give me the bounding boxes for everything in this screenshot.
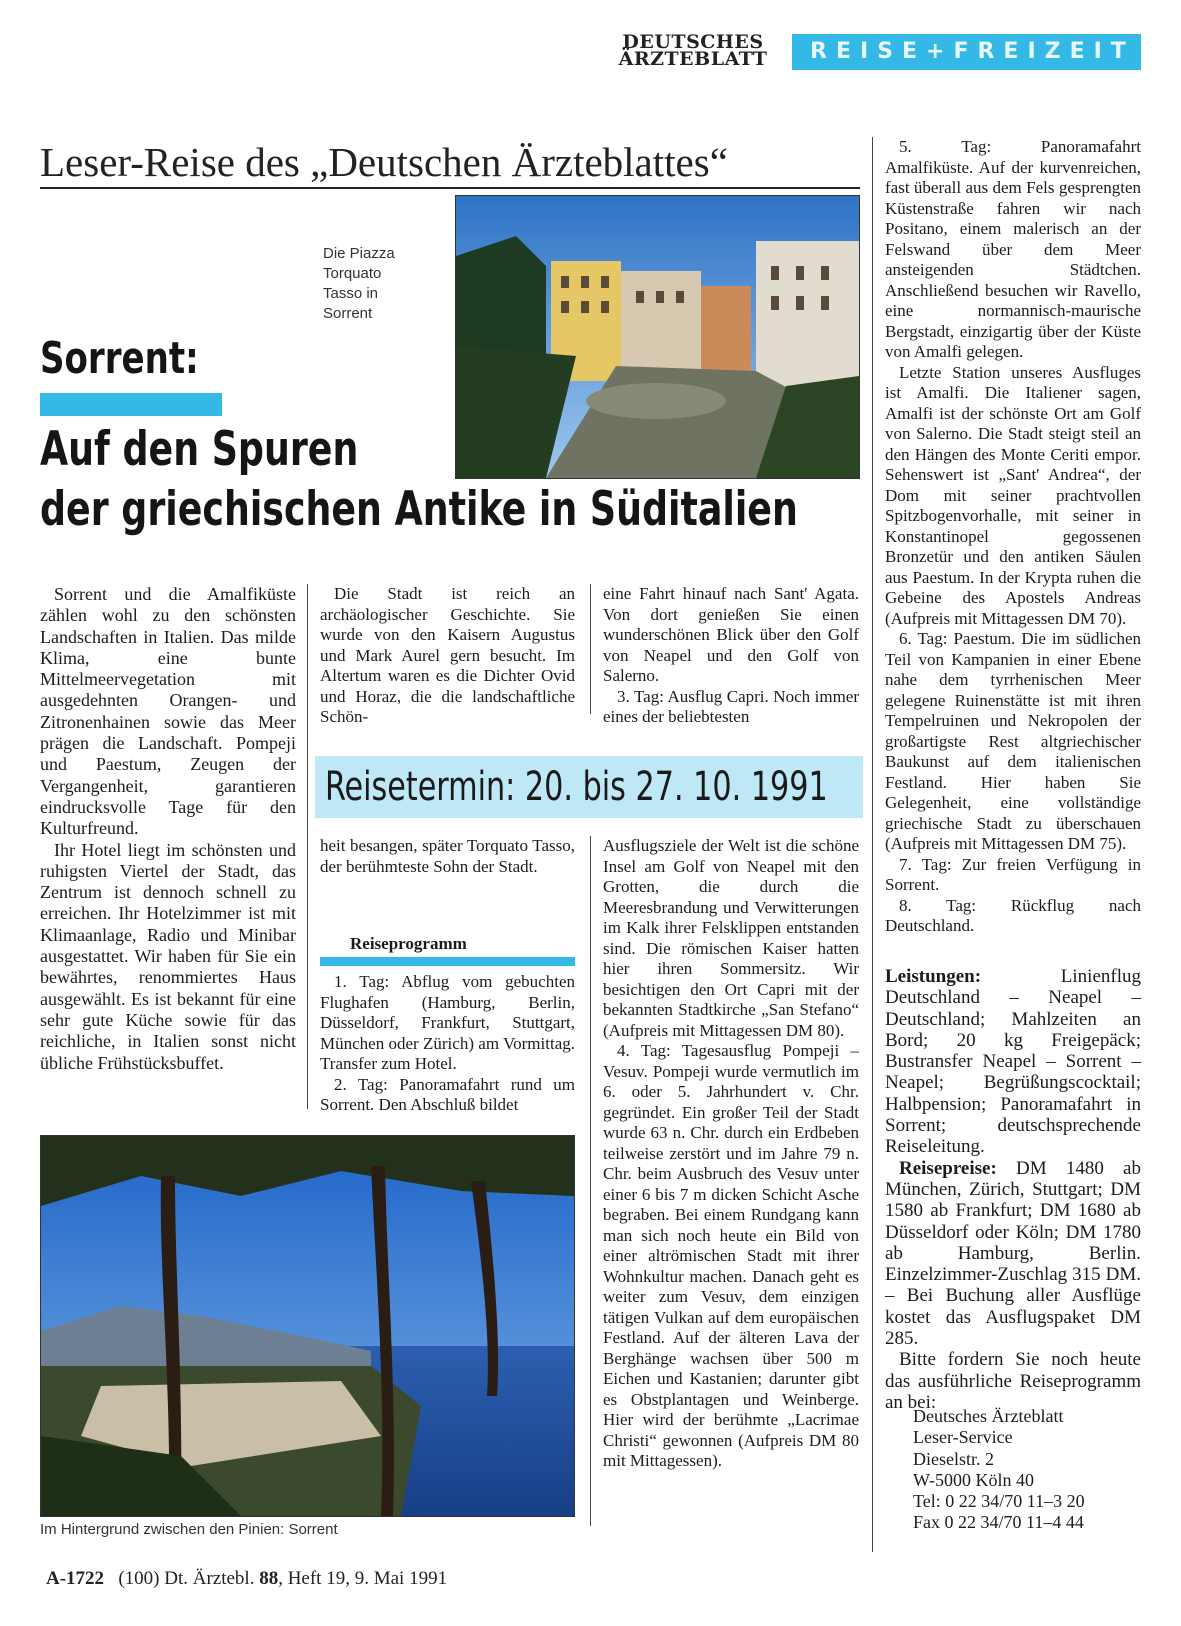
caption-line: Die Piazza — [323, 245, 395, 262]
services-paragraph — [885, 966, 1141, 1158]
photo-sorrent-pines — [40, 1135, 575, 1517]
article-column-2-top — [320, 584, 575, 728]
article-column-3-bottom — [603, 836, 859, 1472]
request-paragraph: Bitte fordern Sie noch heute das ausführliche Reiseprogramm an bei: — [885, 1349, 1141, 1413]
citation-volume: 88 — [259, 1568, 279, 1589]
booking-info — [885, 966, 1141, 1413]
services-label: Leistungen: — [885, 966, 982, 987]
photo-caption-bottom: Im Hintergrund zwischen den Pinien: Sorrent — [40, 1521, 338, 1538]
address-line: Dieselstr. 2 — [913, 1448, 994, 1469]
caption-line: Tasso in — [323, 285, 379, 302]
column-rule — [590, 836, 591, 1526]
paragraph: 8. Tag: Rückflug nach Deutschland. — [885, 895, 1141, 935]
paragraph: 6. Tag: Paestum. Die im südlichen Teil von Kampanien in einer Ebene nahe dem tyrrhenischen Meer gelegene Ruinenstätte ist mit ihren Tempelruinen und Nekropolen der großartigste Rest altgriechischer Baukunst auf dem italienischen Festland. Hier haben Sie Gelegenheit, eine vollständige griechische Stadt zu überschauen (Aufpreis mit Mittagessen DM 75). — [885, 629, 1141, 853]
section-tag: REISE+FREIZEIT — [792, 34, 1141, 70]
masthead-logo — [608, 31, 778, 70]
column-rule — [872, 137, 873, 1552]
page-footer — [46, 1568, 447, 1590]
contact-address — [913, 1406, 1143, 1534]
caption-line: Sorrent — [323, 305, 373, 322]
program-accent-bar — [320, 957, 575, 966]
article-column-1 — [40, 584, 296, 1074]
paragraph: 4. Tag: Tagesausflug Pompeji – Vesuv. Pompeji wurde vermutlich im 6. oder 5. Jahrhundert v. Chr. gegründet. Ein großer Teil der Stadt wurde 63 n. Chr. durch ein Erdbeben teilweise zerstört und im Jahre 79 n. Chr. beim Ausbruch des Vesuv unter einer 6 bis 7 m dicken Schicht Asche begraben. Bei einem Rundgang kann man sich noch heute ein Bild von einer altrömischen Stadt mit ihrer Wohnkultur machen. Danach geht es weiter zum Vesuv, dem einzigen tätigen Vulkan auf dem europäischen Festland. Auf der älteren Lava der Berghänge wachsen über 500 m Eichen und Kastanien; darunter gibt es Obstplantagen und Weinberge. Hier wird der berühmte „Lacrimae Christi“ gewonnen (Aufpreis DM 80 mit Mittagessen). — [603, 1041, 859, 1470]
headline-main: Sorrent: — [40, 333, 199, 384]
prices-paragraph — [885, 1158, 1141, 1350]
article-column-2-bottom — [320, 836, 575, 877]
paragraph: 3. Tag: Ausflug Capri. Noch immer eines der beliebtesten — [603, 686, 859, 726]
paragraph: eine Fahrt hinauf nach Sant' Agata. Von dort genießen Sie einen wunderschönen Blick über den Golf von Neapel und den Golf von Salerno. — [603, 584, 859, 685]
paragraph: Ihr Hotel liegt im schönsten und ruhigsten Viertel der Stadt, das Zentrum ist dennoch schnell zu erreichen. Ihr Hotelzimmer ist mit Klimaanlage, Radio und Minibar ausgestattet. Wir haben für Sie ein bewährtes, renommiertes Haus ausgewählt. Es ist bekannt für eine sehr gute Küche sowie für das reichliche, in Italien sonst nicht übliche Frühstücksbuffet. — [40, 839, 296, 1073]
paragraph: 2. Tag: Panoramafahrt rund um Sorrent. Den Abschluß bildet — [320, 1074, 575, 1114]
column-rule — [307, 584, 308, 1109]
paragraph: Die Stadt ist reich an archäologischer Geschichte. Sie wurde von den Kaisern Augustus und Mark Aurel gern besucht. Im Altertum waren es die Dichter Ovid und Horaz, die die landschaftliche Schön- — [320, 584, 575, 726]
page-number: A-1722 — [46, 1568, 105, 1589]
paragraph: 5. Tag: Panoramafahrt Amalfiküste. Auf der kurvenreichen, fast überall aus dem Fels gesprengten Küstenstraße fahren wir nach Positano, einem malerisch an der Felswand über dem Meer ansteigenden Städtchen. Anschließend besuchen wir Ravello, eine normannisch-maurische Bergstadt, einzigartig über der Küste von Amalfi gelegen. — [885, 137, 1141, 361]
services-text: Linienflug Deutschland – Neapel – Deutschland; Mahlzeiten an Bord; 20 kg Freigepäck; Bustransfer Neapel – Sorrent – Neapel; Begrüßungscocktail; Halbpension; Panoramafahrt in Sorrent; deutschsprechende Reiseleitung. — [885, 966, 1141, 1158]
article-column-4 — [885, 137, 1141, 937]
address-line: Leser-Service — [913, 1427, 1013, 1448]
prices-label: Reisepreise: — [899, 1157, 997, 1179]
program-text — [320, 972, 575, 1116]
photo-caption-top — [323, 244, 433, 324]
masthead-line1: DEUTSCHES — [622, 31, 764, 53]
article-kicker: Leser-Reise des „Deutschen Ärzteblattes“ — [40, 139, 728, 185]
paragraph: 1. Tag: Abflug vom gebuchten Flughafen (Hamburg, Berlin, Düsseldorf, Frankfurt, Stuttgart, München oder Zürich) am Vormittag. Transfer zum Hotel. — [320, 972, 575, 1073]
column-rule — [590, 584, 591, 714]
masthead-line2: ÄRZTEBLATT — [618, 48, 768, 70]
headline-sub-line1: Auf den Spuren — [40, 422, 359, 477]
headline-accent-bar — [40, 393, 222, 416]
caption-line: Torquato — [323, 265, 382, 282]
address-line: Deutsches Ärzteblatt — [913, 1406, 1064, 1426]
paragraph: Sorrent und die Amalfiküste zählen wohl zu den schönsten Landschaften in Italien. Das milde Klima, eine bunte Mittelmeervegetation mit ausgedehnten Orangen- und Zitronenhainen sowie das Meer prägen die Landschaft. Pompeji und Paestum, Zeugen der Vergangenheit, garantieren eindrucksvolle Tage für den Kulturfreund. — [40, 584, 296, 839]
paragraph: Letzte Station unseres Ausfluges ist Amalfi. Die Italiener sagen, Amalfi ist der schönste Ort am Golf von Salerno. Die Stadt steigt steil an den Hängen des Monte Ceriti empor. Sehenswert ist „Sant' Andrea“, der Dom mit seiner prachtvollen Spitzbogenvorhalle, mit seiner in Konstantinopel gegossenen Bronzetür und den antiken Säulen aus Paestum. In der Krypta ruhen die Gebeine des Apostels Andreas (Aufpreis mit Mittagessen DM 70). — [885, 362, 1141, 628]
headline-sub-line2: der griechischen Antike in Süditalien — [40, 482, 798, 537]
kicker-rule — [40, 187, 860, 189]
prices-text: DM 1480 ab München, Zürich, Stuttgart; DM 1580 ab Frankfurt; DM 1680 ab Düsseldorf oder Köln; DM 1780 ab Hamburg, Berlin. Einzelzimmer-Zuschlag 315 DM. – Bei Buchung aller Ausflüge kostet das Ausflugspaket DM 285. — [885, 1157, 1141, 1350]
address-line: W-5000 Köln 40 — [913, 1469, 1034, 1490]
address-fax: Fax 0 22 34/70 11–4 44 — [913, 1512, 1084, 1533]
address-phone: Tel: 0 22 34/70 11–3 20 — [913, 1491, 1085, 1512]
sorrent-illustration — [41, 1136, 574, 1516]
travel-date: Reisetermin: 20. bis 27. 10. 1991 — [325, 764, 828, 810]
program-heading: Reiseprogramm — [350, 934, 467, 953]
citation-prefix: (100) Dt. Ärztebl. — [118, 1568, 255, 1589]
article-column-3-top — [603, 584, 859, 728]
paragraph: Ausflugsziele der Welt ist die schöne Insel am Golf von Neapel mit den Grotten, die durch die Meeresbrandung und Verwitterungen im Kalk ihrer Felsklippen entstanden sind. Die römischen Kaiser hatten hier ihren Sommersitz. Wir besichtigen den Ort Capri mit der bekannten Stadtkirche „San Stefano“ (Aufpreis mit Mittagessen DM 80). — [603, 836, 859, 1040]
paragraph: heit besangen, später Torquato Tasso, der berühmteste Sohn der Stadt. — [320, 836, 575, 876]
paragraph: 7. Tag: Zur freien Verfügung in Sorrent. — [885, 854, 1141, 894]
headline-sub — [40, 420, 866, 540]
citation-suffix: , Heft 19, 9. Mai 1991 — [278, 1568, 448, 1589]
